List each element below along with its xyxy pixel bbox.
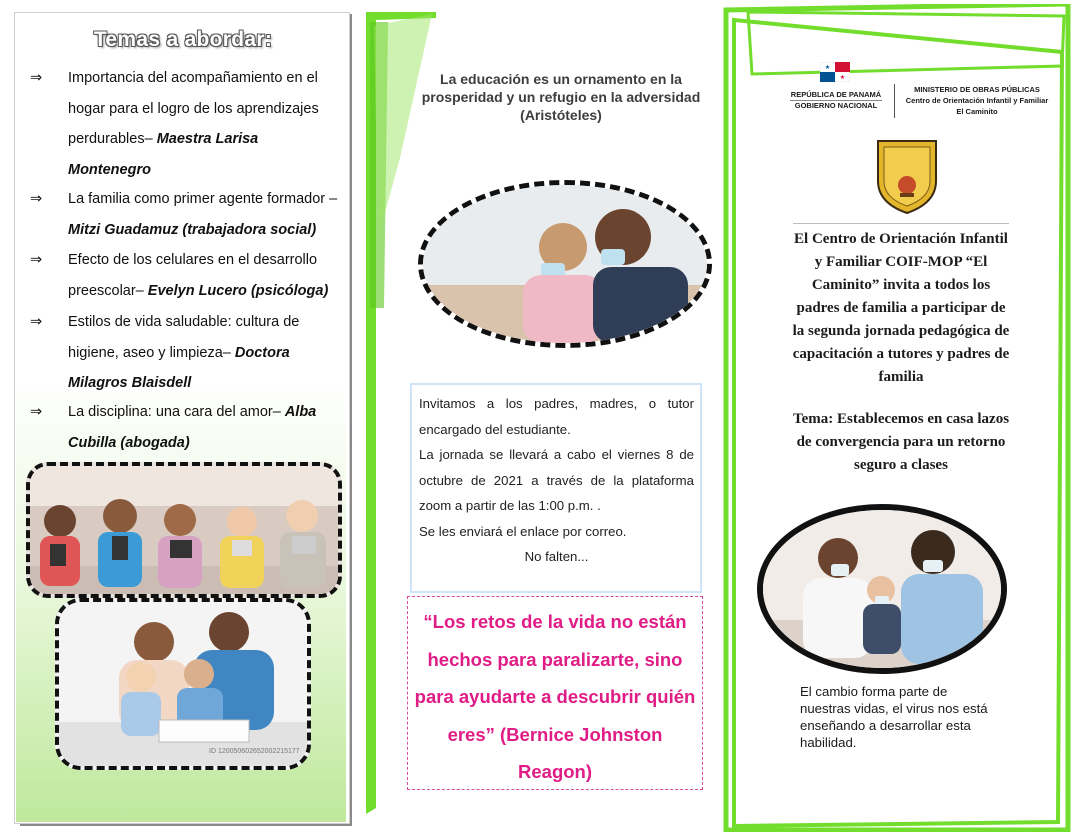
- topic-presenter: Alba Cubilla (abogada): [68, 404, 317, 451]
- photo-kids-masks: [418, 180, 712, 348]
- topic-text: Importancia del acompañamiento en el hogar para el logro de los aprendizajes perdurables–: [68, 70, 319, 147]
- topic-text: La familia como primer agente formador –: [68, 191, 338, 207]
- ministry-line-1: MINISTERIO DE OBRAS PÚBLICAS: [914, 85, 1040, 94]
- svg-text:★: ★: [839, 75, 846, 81]
- aristotle-quote: La educación es un ornamento en la prosperidad y un refugio en la adversidad (Aristóteles): [421, 71, 701, 123]
- svg-text:★: ★: [824, 65, 831, 71]
- topic-presenter: Evelyn Lucero (psicóloga): [147, 282, 329, 299]
- closing-caption: El cambio forma parte de nuestras vidas, el virus nos está enseñando a desarrollar esta habilidad.: [800, 684, 988, 750]
- photo-family-masks: [757, 504, 1007, 674]
- invitation-date-line: La jornada se llevará a cabo el viernes 8 de octubre de 2021 a través de la plataforma zoom a partir de las 1:00 p.m. .: [419, 447, 694, 513]
- gov-line-1: REPÚBLICA DE PANAMÁ: [790, 90, 882, 99]
- topic-presenter: Maestra Larisa Montenegro: [68, 131, 259, 178]
- photo-kids-devices: [26, 462, 342, 598]
- topic-item: [30, 307, 342, 399]
- invitation-closing: No falten...: [524, 549, 589, 564]
- photo-watermark: ID 120050602652002215177: [209, 748, 300, 755]
- invitation-link-line: Se les enviará el enlace por correo.: [419, 523, 627, 539]
- topic-item: [30, 245, 342, 306]
- topic-presenter: Mitzi Guadamuz (trabajadora social): [68, 221, 317, 238]
- topic-item: [30, 184, 342, 245]
- topic-item: [30, 63, 342, 185]
- arrow-right-icon: ⇒: [30, 404, 43, 420]
- arrow-right-icon: ⇒: [30, 191, 43, 207]
- topics-title: Temas a abordar:: [93, 28, 273, 51]
- arrow-right-icon: ⇒: [30, 70, 43, 86]
- arrow-right-icon: ⇒: [30, 252, 43, 268]
- gov-line-2: GOBIERNO NACIONAL: [790, 100, 882, 111]
- topic-presenter: Doctora Milagros Blaisdell: [68, 344, 290, 391]
- ministry-line-2: Centro de Orientación Infantil y Familiar: [905, 96, 1049, 105]
- arrow-right-icon: ⇒: [30, 314, 43, 330]
- topic-text: Estilos de vida saludable: cultura de higiene, aseo y limpieza–: [68, 314, 300, 361]
- panama-flag-icon: [820, 62, 850, 82]
- event-theme: Tema: Establecemos en casa lazos de convergencia para un retorno seguro a clases: [792, 411, 1010, 473]
- invitation-body: El Centro de Orientación Infantil y Familiar COIF-MOP “El Caminito” invita a todos los padres de familia a participar de la segunda jornada pedagógica de capacitación a tutores y padres de familia: [792, 231, 1010, 385]
- topic-text: Efecto de los celulares en el desarrollo preescolar–: [68, 252, 318, 299]
- invitation-details: [410, 383, 702, 593]
- ministry-line-3: El Caminito: [956, 107, 998, 116]
- reagon-quote: “Los retos de la vida no están hechos para paralizarte, sino para ayudarte a descubrir quién eres” (Bernice Johnston Reagon): [407, 596, 703, 790]
- topic-text: La disciplina: una cara del amor–: [68, 404, 281, 420]
- caminito-badge-logo: [874, 137, 940, 215]
- photo-family-reading: [55, 598, 311, 770]
- invitation-line: Invitamos a los padres, madres, o tutor encargado del estudiante.: [419, 396, 694, 437]
- topic-item: [30, 397, 342, 458]
- header-divider: [894, 84, 895, 118]
- header-rule: [793, 223, 1009, 224]
